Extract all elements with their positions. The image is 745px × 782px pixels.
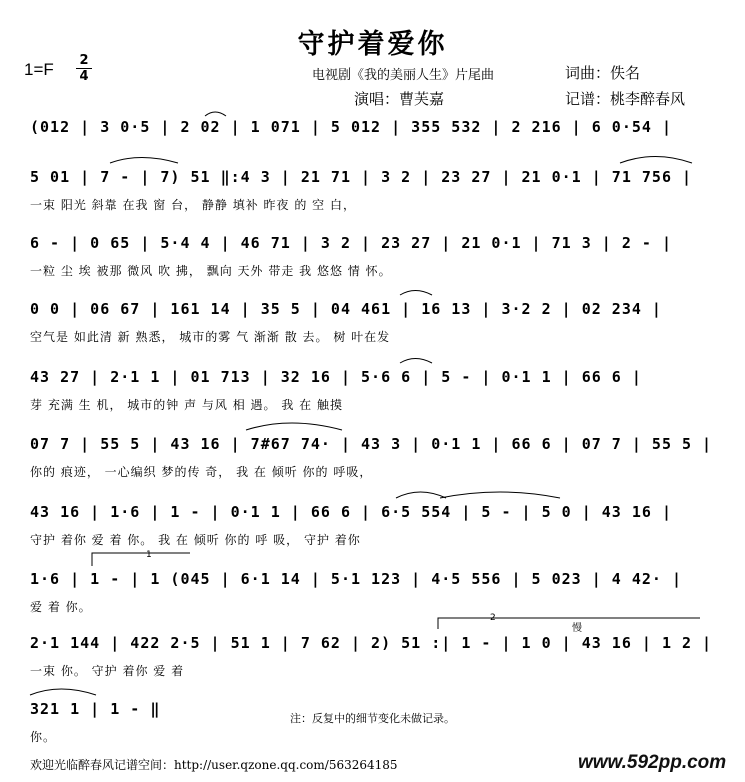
score-row-4-lyrics: 空气是 如此清 新 熟悉， 城市的雾 气 渐渐 散 去。 树 叶在发 [30,330,391,344]
volta-2-number: 2 [490,613,496,623]
singer-credit: 演唱：曹芙嘉 [354,90,445,108]
song-subtitle: 电视剧《我的美丽人生》片尾曲 [312,68,495,83]
volta-1-bracket [92,553,190,566]
score-row-7-music: 43 16 | 1·6 | 1 - | 0·1 1 | 66 6 | 6·5 554 | 5 - | 5 0 | 43 16 | [30,503,672,521]
repeat-remark: 注：反复中的细节变化未做记录。 [290,712,455,725]
score-row-8-lyrics: 爱 着 你。 [30,600,92,614]
score-row-4-music: 0 0 | 06 67 | 161 14 | 35 5 | 04 461 | 16 13 | 3·2 2 | 02 234 | [30,300,662,318]
score-row-2-music: 5 01 | 7 - | 7) 51 ‖:4 3 | 21 71 | 3 2 | 23 27 | 21 0·1 | 71 756 | [30,168,693,186]
score-row-5-lyrics: 芽 充满 生 机， 城市的钟 声 与风 相 遇。 我 在 触摸 [30,398,343,412]
song-title: 守护着爱你 [297,29,448,60]
score-row-6-music: 07 7 | 55 5 | 43 16 | 7#67 74· | 43 3 | 0·1 1 | 66 6 | 07 7 | 55 5 | [30,435,713,453]
score-row-5-music: 43 27 | 2·1 1 | 01 713 | 32 16 | 5·6 6 | 5 - | 0·1 1 | 66 6 | [30,368,642,386]
score-row-10-music: 321 1 | 1 - ‖ [30,700,161,718]
meter-top: 2 [79,53,89,68]
score-row-6-lyrics: 你的 痕迹， 一心编织 梦的传 奇， 我 在 倾听 你的 呼吸， [30,465,373,479]
score-row-2-lyrics: 一束 阳光 斜靠 在我 窗 台， 静静 填补 昨夜 的 空 白， [30,198,356,212]
composer-credit: 词曲：佚名 [565,64,641,82]
key-signature: 1=F [24,60,54,79]
tempo-mark: 慢 [572,623,582,634]
site-watermark: www.592pp.com [578,752,727,773]
slur-arcs [30,112,692,695]
score-row-10-lyrics: 你。 [30,730,57,744]
meter-bottom: 4 [79,69,89,84]
score-row-3-music: 6 - | 0 65 | 5·4 4 | 46 71 | 3 2 | 23 27 | 21 0·1 | 71 3 | 2 - | [30,234,672,252]
volta-2-bracket [438,618,700,629]
score-row-8-music: 1·6 | 1 - | 1 (045 | 6·1 14 | 5·1 123 | 4·5 556 | 5 023 | 4 42· | [30,570,682,588]
footer-credit: 欢迎光临醉春风记谱空间：http://user.qzone.qq.com/563264185 [30,758,398,772]
notator-credit: 记谱：桃李醉春风 [565,90,686,108]
score-row-3-lyrics: 一粒 尘 埃 被那 微风 吹 拂， 飘向 天外 带走 我 悠悠 情 怀。 [30,264,392,278]
score-row-7-lyrics: 守护 着你 爱 着 你。 我 在 倾听 你的 呼 吸， 守护 着你 [30,533,361,547]
score-row-1-music: (012 | 3 0·5 | 2 02 | 1 071 | 5 012 | 355 532 | 2 216 | 6 0·54 | [30,118,672,136]
score-row-9-lyrics: 一束 你。 守护 着你 爱 着 [30,664,185,678]
score-row-9-music: 2·1 144 | 422 2·5 | 51 1 | 7 62 | 2) 51 :| 1 - | 1 0 | 43 16 | 1 2 | [30,634,713,652]
volta-1-number: 1 [146,550,152,560]
